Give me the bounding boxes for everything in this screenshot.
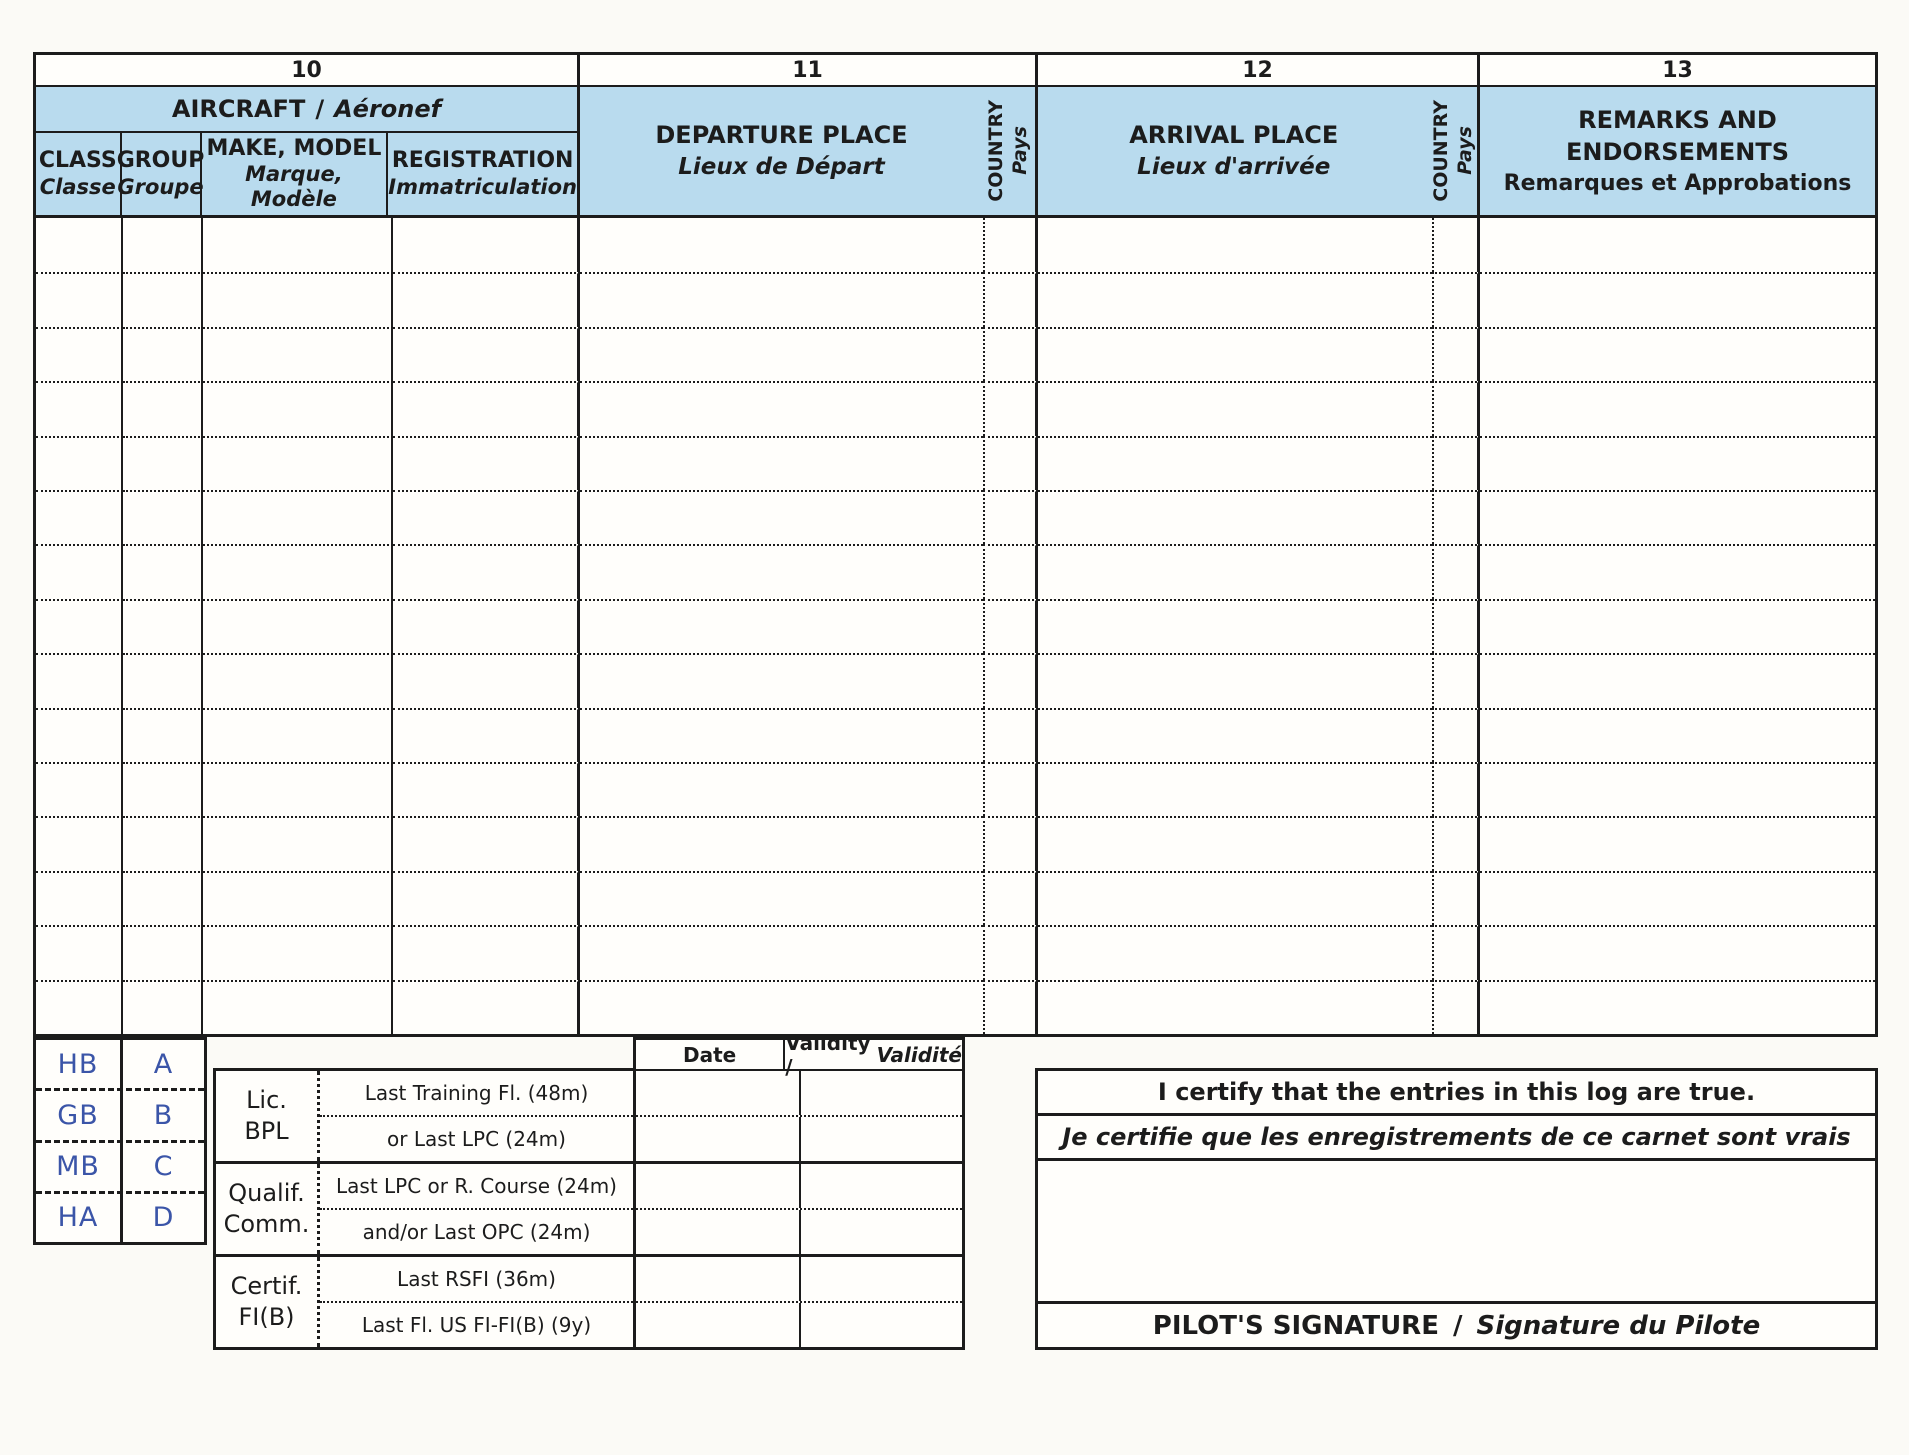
body-cell: [123, 980, 203, 1034]
subheader-registration-en: REGISTRATION: [391, 148, 574, 174]
subheader-class-fr: Classe: [39, 174, 116, 199]
body-cell: [1480, 272, 1875, 326]
arrival-country-header: [1430, 87, 1478, 215]
aircraft-title: [36, 87, 577, 133]
body-cell: [983, 653, 1038, 707]
body-cell: [1038, 381, 1432, 435]
body-cell: [1432, 544, 1480, 598]
body-cell: [123, 381, 203, 435]
body-cell: [203, 436, 393, 490]
departure-title-fr: Lieux de Départ: [678, 153, 885, 180]
body-cell: [1480, 925, 1875, 979]
column-number-aircraft: 10: [36, 55, 580, 85]
body-cell: [203, 599, 393, 653]
body-cell: [580, 436, 983, 490]
body-cell: [1038, 544, 1432, 598]
recency-validity-cell: [801, 1303, 962, 1347]
body-cell: [123, 272, 203, 326]
body-cell: [1432, 218, 1480, 272]
pilot-signature-label-en: PILOT'S SIGNATURE: [1152, 1310, 1439, 1341]
recency-date-cell: [636, 1164, 801, 1208]
remarks-header-section: [1480, 87, 1875, 215]
header-band: [36, 87, 1875, 218]
body-cell: [983, 272, 1038, 326]
legend-group-code: A: [153, 1048, 174, 1080]
departure-country-vertical-label: [985, 100, 1033, 202]
class-group-legend: [33, 1037, 207, 1245]
body-cell: [580, 272, 983, 326]
body-cell: [393, 980, 580, 1034]
subheader-registration: [388, 133, 577, 215]
body-cell: [983, 708, 1038, 762]
recency-validity-cell: [801, 1210, 962, 1254]
recency-group-licence: [216, 1071, 633, 1161]
signature-area: [1038, 1161, 1875, 1301]
body-cell: [36, 599, 123, 653]
body-cell: [393, 544, 580, 598]
body-cell: [203, 490, 393, 544]
arrival-title-fr: Lieux d'arrivée: [1137, 153, 1331, 180]
body-cell: [1432, 816, 1480, 870]
body-cell: [1038, 653, 1432, 707]
body-cell: [393, 218, 580, 272]
legend-row: [36, 1088, 204, 1139]
recency-group-label: [216, 1071, 320, 1161]
recency-validity-cell: [801, 1257, 962, 1301]
recency-validity-cell: [801, 1071, 962, 1115]
legend-row: [36, 1040, 204, 1088]
arrival-title-en: ARRIVAL PLACE: [1129, 121, 1339, 150]
recency-label-line: Qualif.: [228, 1178, 305, 1207]
body-cell: [1038, 762, 1432, 816]
body-cell: [123, 871, 203, 925]
subheader-group-en: GROUP: [116, 148, 205, 174]
legend-group-code: B: [153, 1099, 174, 1131]
pilot-signature-separator: /: [1452, 1310, 1463, 1341]
recency-requirement: Last LPC or R. Course (24m): [336, 1174, 617, 1198]
body-cell: [393, 599, 580, 653]
body-cell: [1480, 381, 1875, 435]
recency-date-validity-header: [636, 1030, 962, 1079]
body-cell: [1038, 436, 1432, 490]
recency-cells-row: [636, 1071, 962, 1115]
body-cell: [36, 816, 123, 870]
recency-requirement: and/or Last OPC (24m): [320, 1208, 633, 1254]
body-cell: [1432, 980, 1480, 1034]
body-cell: [393, 925, 580, 979]
arrival-country-en: COUNTRY: [1429, 100, 1452, 202]
body-cell: [36, 436, 123, 490]
body-cell: [36, 762, 123, 816]
body-cell: [203, 708, 393, 762]
recency-group-certificate: [216, 1254, 633, 1347]
departure-country-en: COUNTRY: [985, 100, 1008, 202]
recency-date-cell: [636, 1071, 801, 1115]
recency-cells-row: [636, 1115, 962, 1161]
recency-requirement: Last RSFI (36m): [397, 1267, 556, 1291]
remarks-title-en: REMARKS AND ENDORSEMENTS: [1566, 105, 1789, 167]
legend-class-code: MB: [36, 1143, 123, 1191]
body-cell: [580, 925, 983, 979]
body-cell: [123, 925, 203, 979]
body-cell: [393, 708, 580, 762]
body-cell: [123, 762, 203, 816]
subheader-class: [36, 133, 122, 215]
body-cell: [1038, 490, 1432, 544]
body-cell: [203, 653, 393, 707]
body-cell: [393, 762, 580, 816]
recency-table: [213, 1068, 633, 1350]
body-cell: [36, 272, 123, 326]
recency-label-line: BPL: [244, 1117, 289, 1145]
recency-cells-row: [636, 1301, 962, 1347]
date-column-header: Date: [636, 1040, 785, 1069]
body-cell: [123, 816, 203, 870]
body-cell: [123, 218, 203, 272]
recency-group-qualification: [216, 1161, 633, 1254]
body-cell: [1480, 490, 1875, 544]
body-cell: [983, 871, 1038, 925]
aircraft-title-fr: Aéronef: [334, 95, 442, 123]
subheader-make-model: [202, 133, 389, 215]
logbook-body-grid: [36, 218, 1875, 1034]
legend-row: [36, 1191, 204, 1242]
body-cell: [1038, 980, 1432, 1034]
body-cell: [203, 327, 393, 381]
recency-date-cell: [636, 1257, 801, 1301]
recency-date-cell: [636, 1210, 801, 1254]
body-cell: [983, 544, 1038, 598]
body-cell: [203, 218, 393, 272]
recency-group-rows: [320, 1071, 633, 1161]
body-cell: [1038, 925, 1432, 979]
recency-cells-row: [636, 1164, 962, 1208]
body-cell: [1480, 816, 1875, 870]
body-cell: [393, 327, 580, 381]
recency-group-label: [216, 1257, 320, 1347]
body-cell: [580, 653, 983, 707]
body-cell: [1432, 327, 1480, 381]
body-cell: [393, 272, 580, 326]
body-cell: [1432, 925, 1480, 979]
body-cell: [983, 816, 1038, 870]
body-cell: [1480, 871, 1875, 925]
body-cell: [580, 218, 983, 272]
body-cell: [1038, 871, 1432, 925]
recency-group-rows: [320, 1257, 633, 1347]
body-cell: [203, 980, 393, 1034]
body-cell: [393, 381, 580, 435]
body-cell: [580, 490, 983, 544]
recency-date-cell: [636, 1117, 801, 1161]
body-cell: [1480, 599, 1875, 653]
legend-group-code: D: [152, 1202, 175, 1234]
departure-country-header: [983, 87, 1035, 215]
recency-group-label: [216, 1164, 320, 1254]
body-cell: [36, 381, 123, 435]
legend-class-code: HB: [36, 1040, 123, 1088]
body-cell: [580, 544, 983, 598]
column-number-remarks: 13: [1662, 57, 1693, 83]
body-cell: [123, 327, 203, 381]
body-cell: [580, 381, 983, 435]
body-cell: [1432, 490, 1480, 544]
body-cell: [36, 871, 123, 925]
body-cell: [983, 436, 1038, 490]
column-number-arrival: 12: [1038, 55, 1480, 85]
body-cell: [1038, 599, 1432, 653]
body-cell: [983, 490, 1038, 544]
validity-column-header: [785, 1030, 962, 1079]
recency-cells-group: [636, 1161, 962, 1254]
body-cell: [36, 490, 123, 544]
body-cell: [203, 381, 393, 435]
validity-header-en: Validity /: [785, 1030, 871, 1079]
body-cell: [1038, 272, 1432, 326]
aircraft-title-separator: /: [315, 95, 325, 123]
arrival-country-fr: Pays: [1453, 126, 1476, 176]
legend-row: [36, 1140, 204, 1191]
body-cell: [393, 653, 580, 707]
recency-date-cell: [636, 1303, 801, 1347]
body-cell: [123, 708, 203, 762]
remarks-title-fr: Remarques et Approbations: [1503, 170, 1852, 196]
body-cell: [1480, 327, 1875, 381]
body-cell: [123, 490, 203, 544]
aircraft-header-section: [36, 87, 580, 215]
column-number-row: [36, 55, 1875, 87]
body-cell: [983, 762, 1038, 816]
body-cell: [983, 980, 1038, 1034]
certification-statement-en: I certify that the entries in this log are true.: [1038, 1071, 1875, 1116]
body-cell: [1432, 381, 1480, 435]
body-cell: [580, 980, 983, 1034]
subheader-class-en: CLASS: [38, 148, 117, 174]
body-cell: [1480, 436, 1875, 490]
body-cell: [1432, 762, 1480, 816]
body-cell: [393, 436, 580, 490]
body-cell: [1432, 599, 1480, 653]
body-cell: [983, 925, 1038, 979]
arrival-header-section: [1038, 87, 1480, 215]
body-cell: [203, 816, 393, 870]
recency-requirement: or Last LPC (24m): [320, 1115, 633, 1161]
body-cell: [203, 762, 393, 816]
body-cell: [1038, 816, 1432, 870]
body-cell: [580, 708, 983, 762]
body-cell: [1432, 653, 1480, 707]
body-cell: [1432, 708, 1480, 762]
column-number-departure: 11: [580, 55, 1038, 85]
body-cell: [36, 327, 123, 381]
body-cell: [36, 925, 123, 979]
body-cell: [36, 544, 123, 598]
recency-date-validity-table: [633, 1030, 965, 1350]
body-cell: [1480, 980, 1875, 1034]
body-cell: [123, 599, 203, 653]
legend-class-code: GB: [36, 1091, 123, 1139]
subheader-group-fr: Groupe: [117, 174, 204, 199]
departure-country-fr: Pays: [1009, 126, 1031, 176]
recency-group-rows: [320, 1164, 633, 1254]
arrival-country-vertical-label: [1430, 100, 1478, 202]
body-cell: [1480, 544, 1875, 598]
body-cell: [1432, 871, 1480, 925]
body-cell: [123, 544, 203, 598]
departure-header-section: [580, 87, 1038, 215]
body-cell: [203, 272, 393, 326]
subheader-make-model-fr: Marque, Modèle: [245, 162, 343, 212]
recency-cells-group: [636, 1071, 962, 1161]
body-cell: [580, 599, 983, 653]
body-cell: [36, 980, 123, 1034]
recency-label-line: Certif.: [230, 1271, 303, 1300]
body-cell: [393, 871, 580, 925]
recency-label-line: Comm.: [223, 1210, 310, 1238]
body-cell: [36, 708, 123, 762]
legend-class-code: HA: [36, 1194, 123, 1242]
body-cell: [983, 599, 1038, 653]
certification-box: [1035, 1068, 1878, 1350]
aircraft-subheader-row: [36, 133, 577, 215]
recency-validity-cell: [801, 1164, 962, 1208]
logbook-main-table: [33, 52, 1878, 1037]
body-cell: [203, 544, 393, 598]
recency-label-line: Lic.: [246, 1085, 287, 1114]
pilot-signature-label: [1038, 1301, 1875, 1347]
body-cell: [36, 218, 123, 272]
recency-label-line: FI(B): [238, 1303, 295, 1331]
body-cell: [1480, 218, 1875, 272]
body-cell: [1038, 708, 1432, 762]
body-cell: [580, 871, 983, 925]
body-cell: [1038, 327, 1432, 381]
arrival-title: [1038, 87, 1430, 215]
body-cell: [1432, 272, 1480, 326]
aircraft-title-en: AIRCRAFT: [171, 95, 306, 123]
recency-requirement: Last Training Fl. (48m): [364, 1081, 589, 1105]
body-cell: [123, 653, 203, 707]
body-cell: [1432, 436, 1480, 490]
body-cell: [1038, 218, 1432, 272]
body-cell: [580, 762, 983, 816]
body-cell: [983, 327, 1038, 381]
body-cell: [393, 490, 580, 544]
body-cell: [203, 871, 393, 925]
body-cell: [36, 653, 123, 707]
body-cell: [580, 327, 983, 381]
recency-requirement: Last Fl. US FI-FI(B) (9y): [320, 1301, 633, 1347]
validity-header-fr: Validité: [876, 1042, 962, 1067]
subheader-registration-fr: Immatriculation: [388, 174, 577, 199]
body-cell: [123, 436, 203, 490]
subheader-group: [116, 133, 205, 215]
body-cell: [1480, 653, 1875, 707]
recency-validity-cell: [801, 1117, 962, 1161]
recency-cells-group: [636, 1254, 962, 1347]
body-cell: [1480, 708, 1875, 762]
certification-statement-fr: Je certifie que les enregistrements de ce carnet sont vrais: [1038, 1116, 1875, 1161]
departure-title-en: DEPARTURE PLACE: [655, 121, 908, 150]
legend-group-code: C: [153, 1151, 174, 1183]
body-cell: [393, 816, 580, 870]
recency-cells-row: [636, 1257, 962, 1301]
body-cell: [1480, 762, 1875, 816]
body-cell: [203, 925, 393, 979]
subheader-make-model-en: MAKE, MODEL: [206, 135, 382, 161]
recency-cells-row: [636, 1208, 962, 1254]
pilot-signature-label-fr: Signature du Pilote: [1476, 1310, 1761, 1341]
body-cell: [580, 816, 983, 870]
departure-title: [580, 87, 983, 215]
body-cell: [983, 218, 1038, 272]
body-cell: [983, 381, 1038, 435]
